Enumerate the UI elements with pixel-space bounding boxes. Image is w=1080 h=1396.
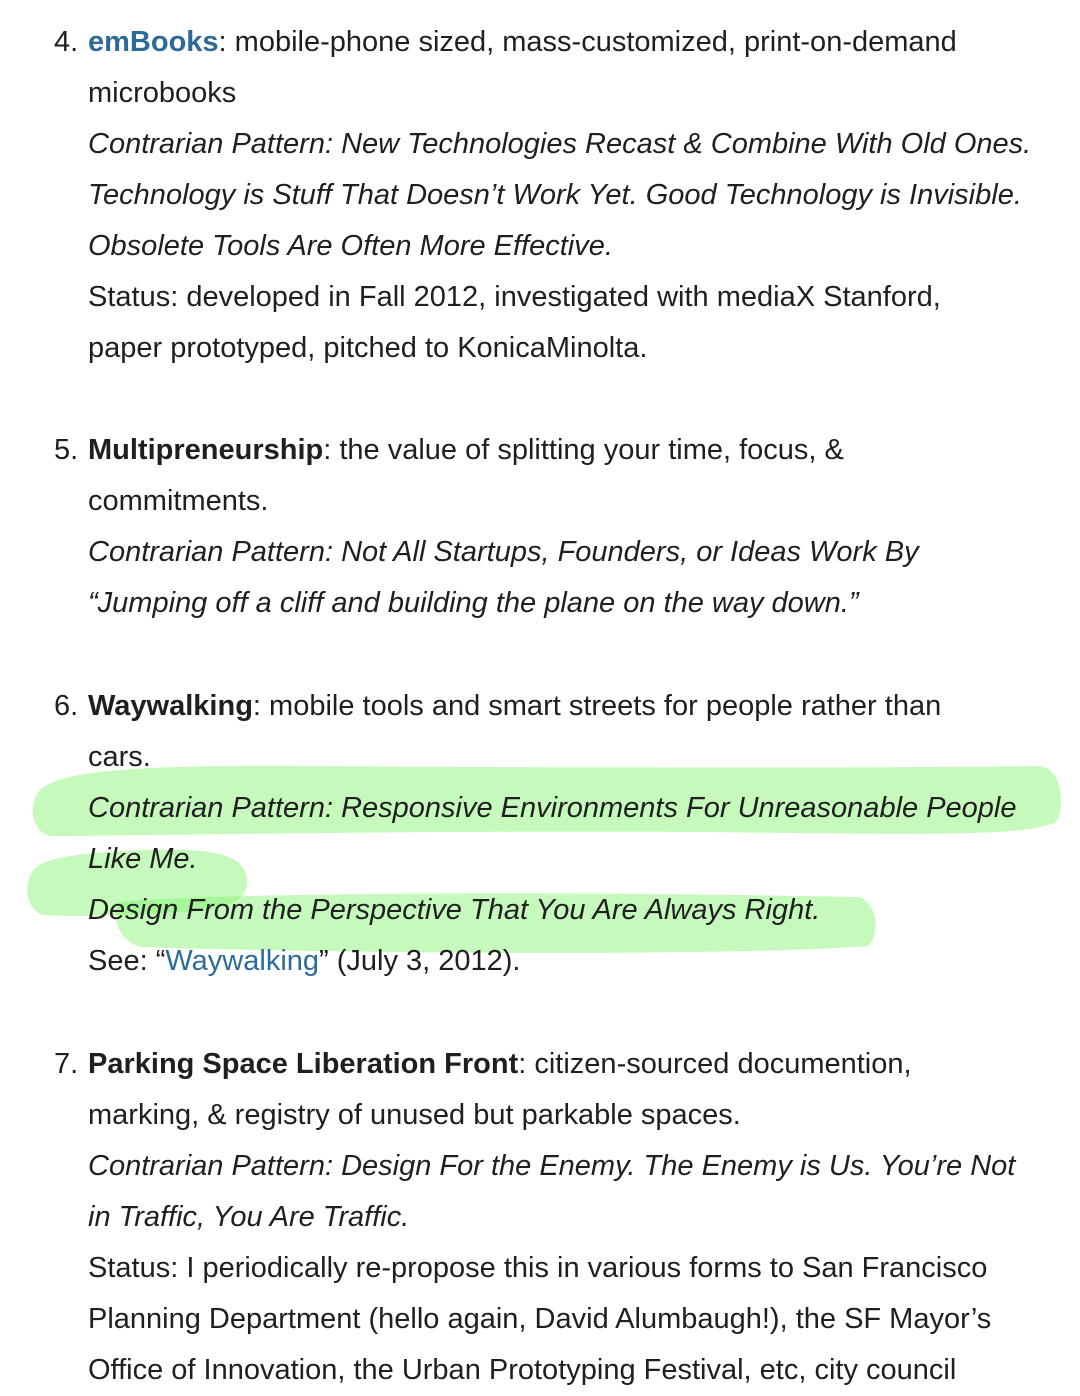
item-description: : citizen-sourced documention, [518, 1048, 912, 1080]
status-line: Status: developed in Fall 2012, investigated with mediaX Stanford, [88, 281, 941, 313]
item-description: : mobile-phone sized, mass-customized, print-on-demand [218, 26, 957, 58]
item-description: : the value of splitting your time, focus, & [323, 434, 844, 466]
contrarian-pattern-line: Obsolete Tools Are Often More Effective. [88, 230, 613, 262]
item-number: 7. [54, 1048, 79, 1080]
item-title-link[interactable]: emBooks [88, 26, 219, 58]
item-number: 4. [54, 26, 79, 58]
item-title: Multipreneurship [88, 434, 324, 466]
item-number: 5. [54, 434, 79, 466]
status-line: Office of Innovation, the Urban Prototyping Festival, etc, city council [88, 1354, 957, 1386]
contrarian-pattern-line: Contrarian Pattern: New Technologies Recast & Combine With Old Ones. [88, 128, 1032, 160]
item-heading-line [88, 681, 941, 732]
see-also-line [88, 936, 521, 987]
contrarian-pattern-line: Contrarian Pattern: Design For the Enemy. The Enemy is Us. You’re Not [88, 1150, 1016, 1182]
item-title: Parking Space Liberation Front [88, 1048, 519, 1080]
item-number: 6. [54, 690, 79, 722]
item-heading-line [88, 1039, 912, 1090]
item-heading-line [88, 425, 844, 476]
contrarian-pattern-line: Contrarian Pattern: Responsive Environments For Unreasonable People [88, 792, 1017, 824]
item-description: : mobile tools and smart streets for people rather than [252, 690, 942, 722]
item-description-cont: commitments. [88, 485, 269, 517]
item-description-cont: marking, & registry of unused but parkable spaces. [88, 1099, 741, 1131]
item-title: Waywalking [88, 690, 253, 722]
item-heading-line [88, 17, 957, 68]
contrarian-pattern-line: “Jumping off a cliff and building the plane on the way down.” [88, 587, 859, 619]
contrarian-pattern-line: Contrarian Pattern: Not All Startups, Founders, or Ideas Work By [88, 536, 919, 568]
contrarian-pattern-line: Design From the Perspective That You Are Always Right. [88, 894, 821, 926]
waywalking-link[interactable]: Waywalking [165, 945, 320, 977]
status-line: paper prototyped, pitched to KonicaMinolta. [88, 332, 648, 364]
item-description-cont: microbooks [88, 77, 237, 109]
status-line: Status: I periodically re-propose this in various forms to San Francisco [88, 1252, 988, 1284]
see-prefix: See: “ [88, 945, 166, 977]
contrarian-pattern-line: Technology is Stuff That Doesn’t Work Yet. Good Technology is Invisible. [88, 179, 1022, 211]
contrarian-pattern-line: in Traffic, You Are Traffic. [88, 1201, 410, 1233]
contrarian-pattern-line: Like Me. [88, 843, 198, 875]
status-line: Planning Department (hello again, David Alumbaugh!), the SF Mayor’s [88, 1303, 992, 1335]
item-description-cont: cars. [88, 741, 151, 773]
see-suffix: ” (July 3, 2012). [319, 945, 521, 977]
